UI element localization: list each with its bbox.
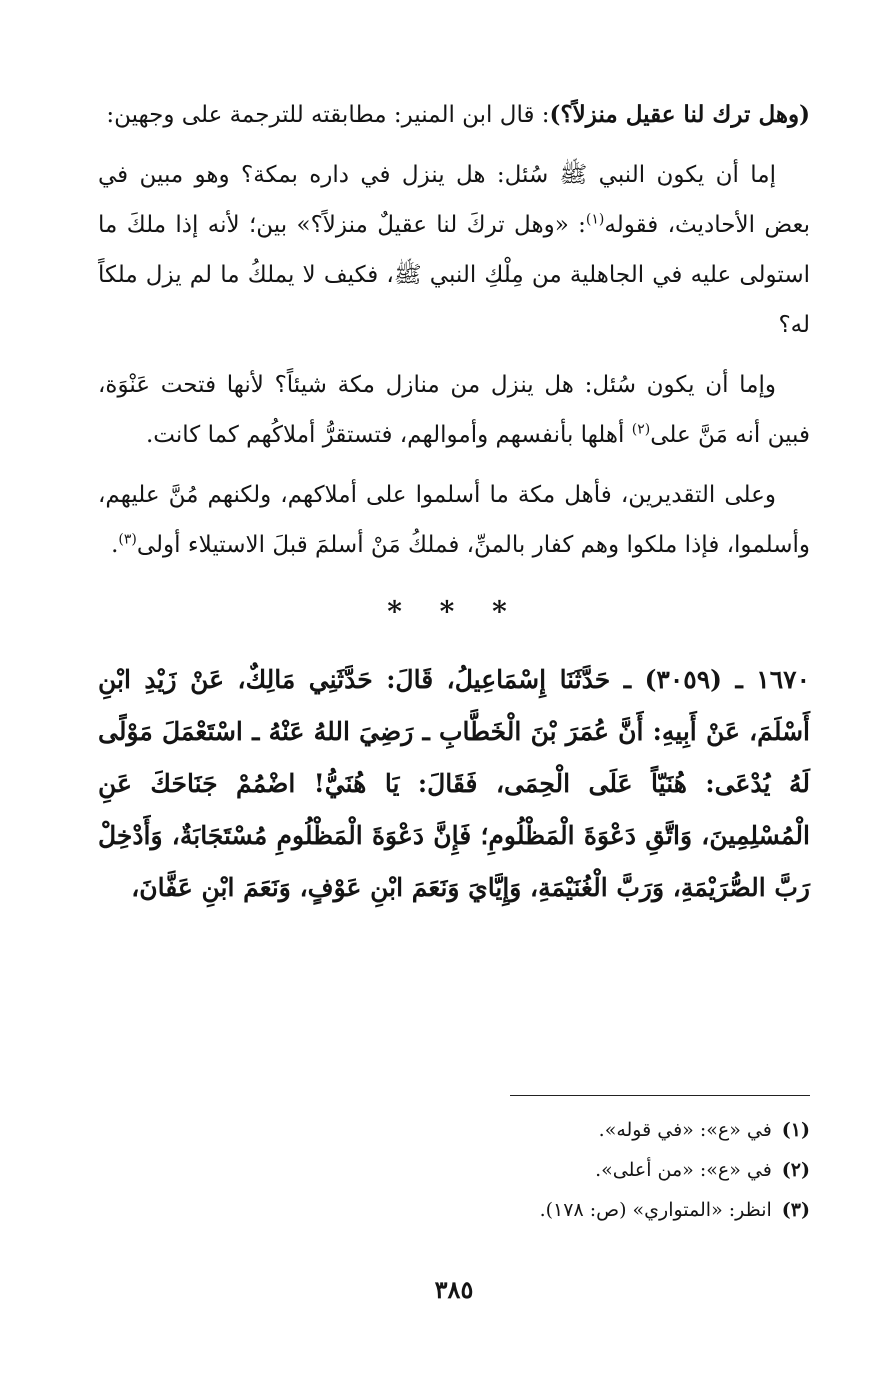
paragraph-first-view-text-b: : «وهل تركَ لنا عقيلٌ منزلاً؟» بين؛ لأنه إذا ملكَ ما استولى عليه في الجاهلية من مِلْكِ النبي ﷺ، فكيف لا يملكُ ما لم يزل ملكاً له؟: [98, 212, 810, 338]
footnote-3: [98, 1190, 810, 1230]
paragraph-conclusion-text-b: .: [111, 532, 119, 558]
paragraph-conclusion-text-a: وعلى التقديرين، فأهل مكة ما أسلموا على أملاكهم، ولكنهم مُنَّ عليهم، وأسلموا، فإذا ملكوا وهم كفار بالمنِّ، فملكُ مَنْ أسلمَ قبلَ الاستيلاء أولى: [98, 482, 810, 558]
footnote-number: (٢): [781, 1159, 810, 1181]
footnote-ref-3[interactable]: (٣): [118, 531, 137, 548]
footnote-divider: [510, 1095, 810, 1096]
footnote-2: [98, 1150, 810, 1190]
footnote-number: (١): [781, 1119, 810, 1141]
paragraph-intro-text: : قال ابن المنير: مطابقته للترجمة على وجهين:: [106, 102, 550, 128]
footnote-ref-2[interactable]: (٢): [631, 421, 651, 438]
footnote-1: [98, 1110, 810, 1150]
footnote-text: انظر: «المتواري» (ص: ١٧٨).: [539, 1199, 772, 1221]
paragraph-second-view: [98, 360, 810, 460]
paragraph-first-view-text-a: إما أن يكون النبي ﷺ سُئل: هل ينزل في داره بمكة؟ وهو مبين في بعض الأحاديث، فقوله: [98, 162, 810, 238]
paragraph-intro: [98, 90, 810, 140]
footnote-text: في «ع»: «في قوله».: [598, 1119, 772, 1141]
quoted-phrase: (وهل ترك لنا عقيل منزلاً؟): [549, 101, 810, 128]
hadith-text: ١٦٧٠ ـ (٣٠٥٩) ـ حَدَّثَنَا إِسْمَاعِيلُ، قَالَ: حَدَّثَنِي مَالِكٌ، عَنْ زَيْدِ ابْنِ أَسْلَمَ، عَنْ أَبِيهِ: أَنَّ عُمَرَ بْنَ الْخَطَّابِ ـ رَضِيَ اللهُ عَنْهُ ـ اسْتَعْمَلَ مَوْلًى لَهُ يُدْعَى: هُنَيّاً عَلَى الْحِمَى، فَقَالَ: يَا هُنَيُّ! اضْمُمْ جَنَاحَكَ عَنِ الْمُسْلِمِينَ، وَاتَّقِ دَعْوَةَ الْمَظْلُومِ؛ فَإِنَّ دَعْوَةَ الْمَظْلُومِ مُسْتَجَابَةٌ، وَأَدْخِلْ رَبَّ الصُّرَيْمَةِ، وَرَبَّ الْغُنَيْمَةِ، وَإِيَّايَ وَنَعَمَ ابْنِ عَوْفٍ، وَنَعَمَ ابْنِ عَفَّانَ،: [98, 665, 810, 902]
paragraph-conclusion: [98, 470, 810, 570]
footnote-number: (٣): [781, 1199, 810, 1221]
section-separator: * * *: [387, 595, 521, 628]
footnotes: [98, 1110, 810, 1230]
page-number: ٣٨٥: [434, 1275, 474, 1304]
paragraph-second-view-text-b: أهلها بأنفسهم وأموالهم، فتستقرُّ أملاكُهم كما كانت.: [146, 422, 632, 448]
book-page: [98, 90, 810, 1340]
footnote-ref-1[interactable]: (١): [585, 211, 605, 228]
paragraph-second-view-text-a: وإما أن يكون سُئل: هل ينزل من منازل مكة شيئاً؟ لأنها فتحت عَنْوَة، فبين أنه مَنَّ على: [98, 372, 810, 448]
footnote-text: في «ع»: «من أعلى».: [595, 1159, 772, 1181]
paragraph-first-view: [98, 150, 810, 350]
